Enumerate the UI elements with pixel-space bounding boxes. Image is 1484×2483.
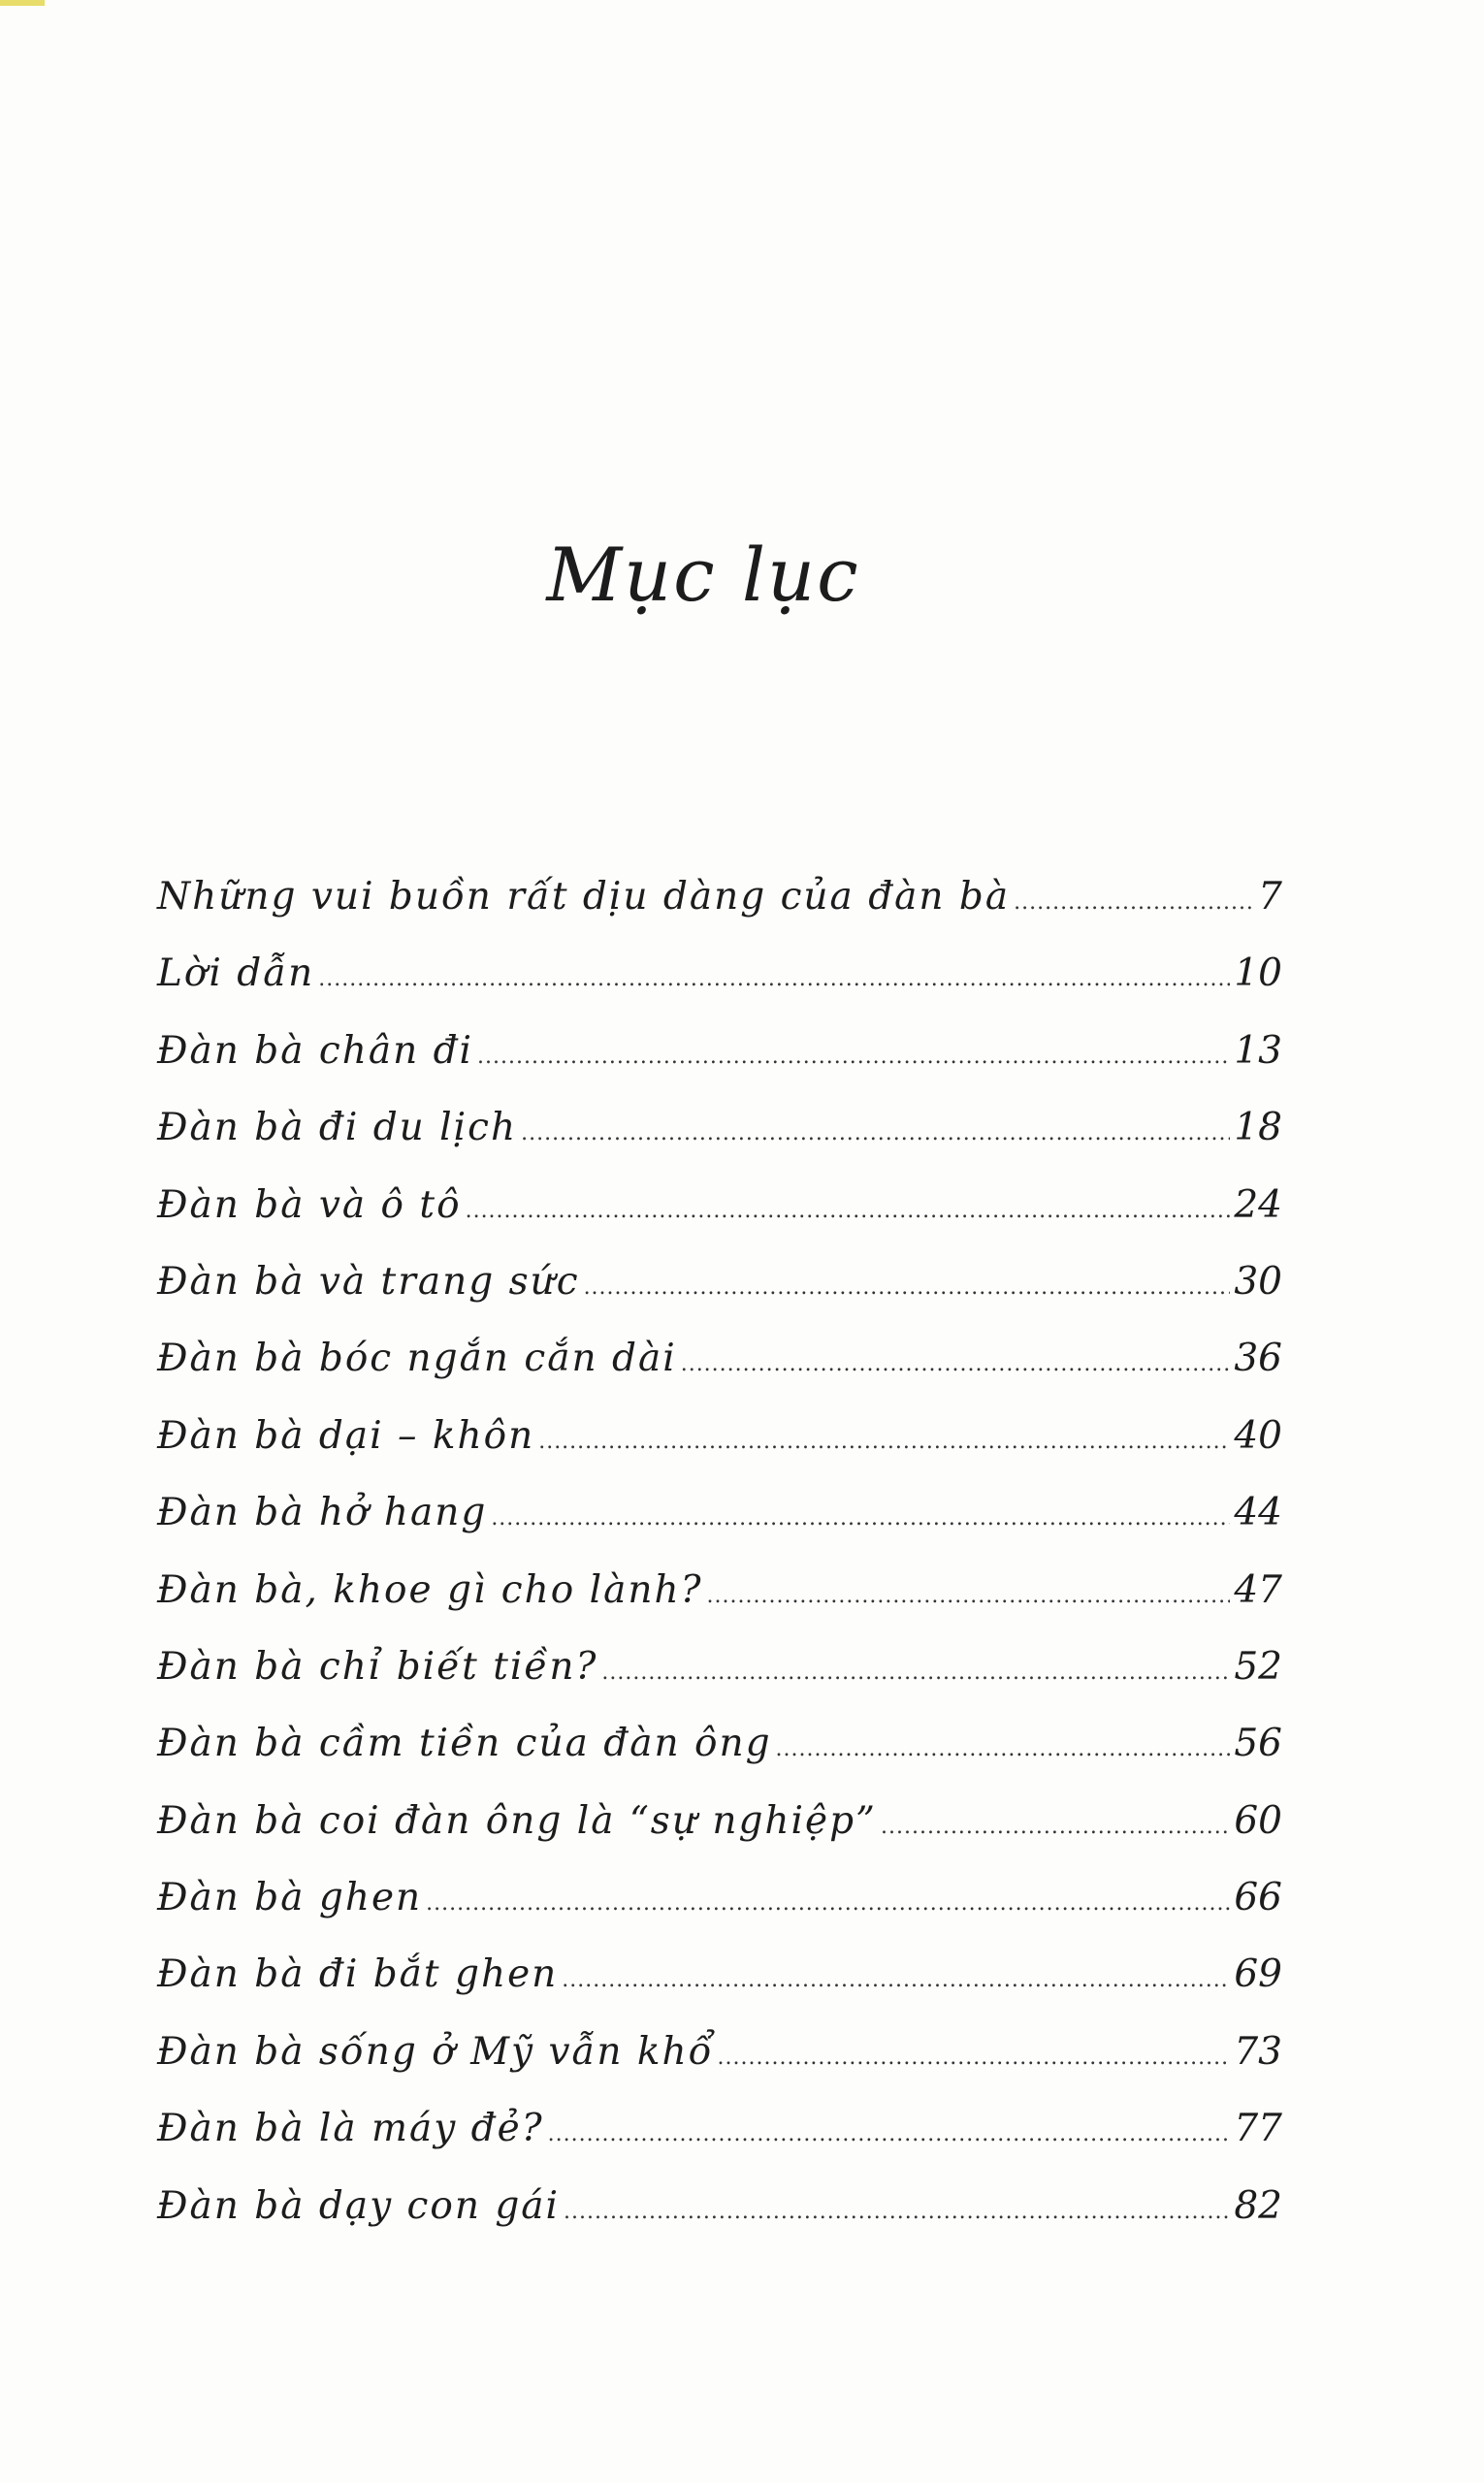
dot-leader	[477, 1045, 1230, 1069]
toc-entry	[157, 1645, 1282, 1722]
dot-leader	[562, 1968, 1230, 1992]
toc-entry-label: Lời dẫn	[157, 951, 315, 996]
toc-entry	[157, 2184, 1282, 2261]
dot-leader	[881, 1815, 1230, 1839]
dot-leader	[681, 1352, 1231, 1376]
toc-entry-label: Đàn bà chân đi	[157, 1028, 474, 1073]
toc-entry-page: 18	[1234, 1106, 1282, 1150]
toc-entry	[157, 1029, 1282, 1106]
toc-entry	[157, 1183, 1282, 1260]
toc-entry-label: Đàn bà, khoe gì cho lành?	[157, 1567, 703, 1612]
toc-entry-page: 82	[1234, 2183, 1282, 2228]
toc-entry-page: 66	[1234, 1876, 1282, 1920]
toc-entry-label: Đàn bà đi du lịch	[157, 1106, 518, 1150]
toc-entry-page: 69	[1234, 1952, 1282, 1997]
dot-leader	[584, 1275, 1231, 1300]
scan-corner-mark	[0, 0, 45, 6]
toc-entry	[157, 875, 1282, 951]
toc-entry-page: 40	[1234, 1413, 1282, 1458]
dot-leader	[601, 1661, 1230, 1685]
toc-entry-page: 13	[1234, 1028, 1282, 1073]
dot-leader	[318, 967, 1230, 991]
toc-entry	[157, 1952, 1282, 2029]
toc-entry-label: Đàn bà cầm tiền của đàn ông	[157, 1722, 772, 1766]
toc-entry-page: 36	[1234, 1337, 1282, 1381]
table-of-contents	[157, 875, 1282, 2261]
toc-entry	[157, 1106, 1282, 1182]
dot-leader	[718, 2046, 1231, 2070]
dot-leader	[538, 1430, 1230, 1454]
toc-entry-page: 10	[1234, 951, 1282, 996]
toc-entry	[157, 1876, 1282, 1952]
dot-leader	[548, 2122, 1231, 2146]
toc-entry	[157, 2030, 1282, 2107]
toc-entry-label: Đàn bà là máy đẻ?	[157, 2107, 544, 2151]
toc-entry-label: Đàn bà coi đàn ông là “sự nghiệp”	[157, 1798, 877, 1843]
toc-entry-label: Đàn bà ghen	[157, 1876, 423, 1920]
dot-leader	[564, 2200, 1230, 2224]
toc-entry-label: Đàn bà hở hang	[157, 1491, 488, 1535]
toc-entry-label: Đàn bà bóc ngắn cắn dài	[157, 1337, 677, 1381]
toc-entry-page: 44	[1234, 1491, 1282, 1535]
dot-leader	[521, 1121, 1230, 1145]
toc-entry	[157, 1568, 1282, 1645]
toc-entry-page: 56	[1234, 1722, 1282, 1766]
toc-entry-page: 60	[1234, 1798, 1282, 1843]
toc-entry	[157, 2107, 1282, 2183]
toc-entry-label: Đàn bà đi bắt ghen	[157, 1952, 559, 1997]
toc-entry	[157, 1414, 1282, 1491]
dot-leader	[426, 1891, 1230, 1916]
toc-entry	[157, 1337, 1282, 1413]
toc-entry	[157, 951, 1282, 1028]
toc-entry-page: 47	[1234, 1567, 1282, 1612]
dot-leader	[707, 1584, 1231, 1608]
toc-entry-label: Những vui buồn rất dịu dàng của đàn bà	[157, 875, 1011, 919]
toc-entry-page: 7	[1258, 875, 1282, 919]
toc-entry-label: Đàn bà sống ở Mỹ vẫn khổ	[157, 2029, 714, 2074]
toc-entry-page: 73	[1234, 2029, 1282, 2074]
dot-leader	[776, 1737, 1231, 1761]
toc-entry-page: 77	[1234, 2107, 1282, 2151]
page-title: Mục lục	[546, 532, 860, 618]
toc-entry-label: Đàn bà chỉ biết tiền?	[157, 1644, 598, 1689]
toc-entry-page: 24	[1234, 1182, 1282, 1227]
toc-entry	[157, 1491, 1282, 1567]
dot-leader	[491, 1506, 1230, 1531]
toc-entry	[157, 1722, 1282, 1798]
toc-entry-label: Đàn bà dại – khôn	[157, 1413, 535, 1458]
toc-entry	[157, 1799, 1282, 1876]
toc-entry-page: 30	[1234, 1259, 1282, 1304]
toc-entry-label: Đàn bà dạy con gái	[157, 2183, 561, 2228]
dot-leader	[466, 1199, 1231, 1223]
dot-leader	[1014, 890, 1254, 915]
toc-entry-label: Đàn bà và trang sức	[157, 1259, 580, 1304]
toc-entry-label: Đàn bà và ô tô	[157, 1182, 462, 1227]
toc-entry	[157, 1260, 1282, 1337]
toc-entry-page: 52	[1234, 1644, 1282, 1689]
